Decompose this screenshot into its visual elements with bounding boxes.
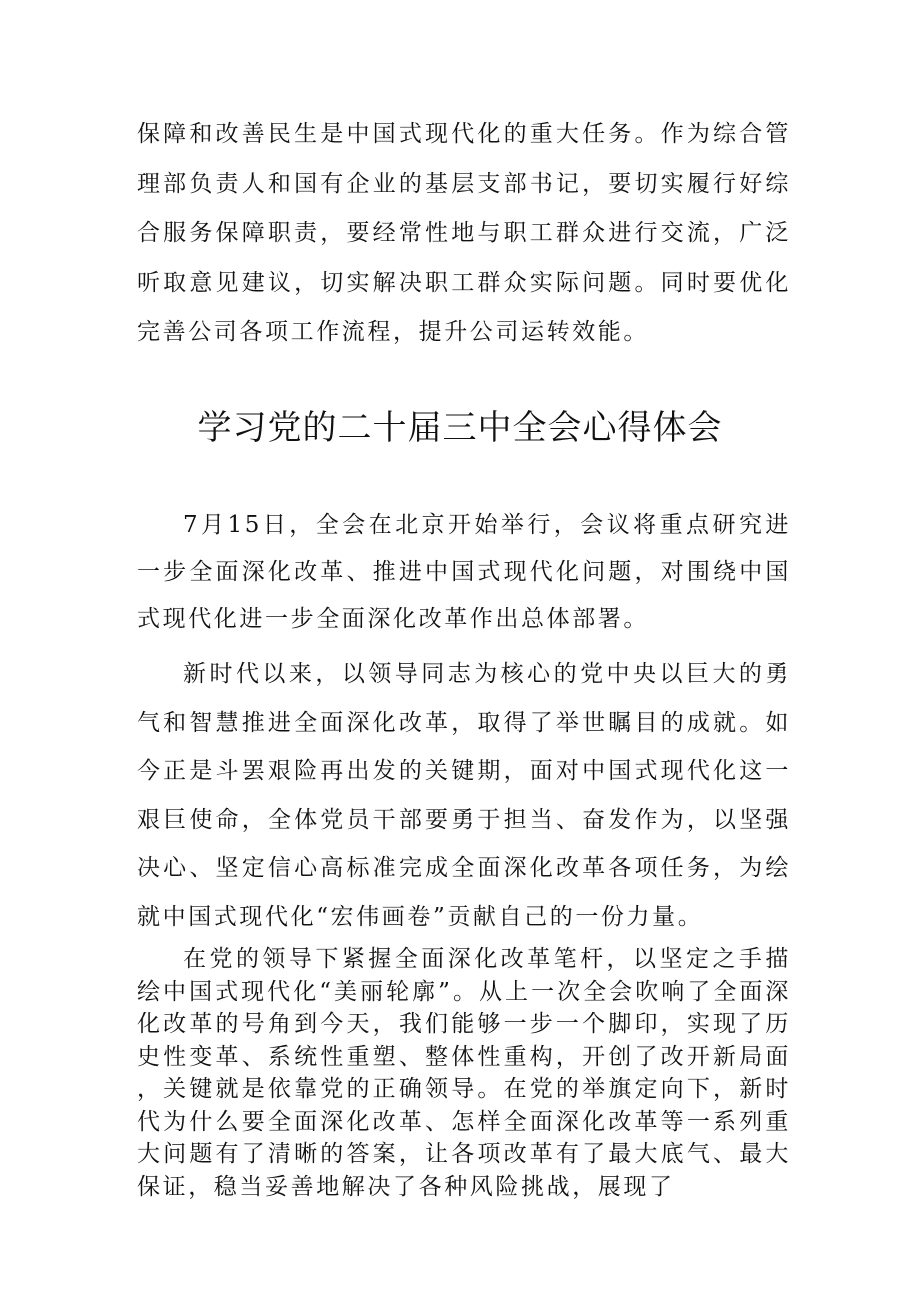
body-paragraph-3: 在党的领导下紧握全面深化改革笔杆，以坚定之手描绘中国式现代化“美丽轮廓”。从上一次全会吹响了全面深化改革的号角到今天，我们能够一步一个脚印，实现了历史性变革、系统性重塑、整体性重构，开创了改开新局面，关键就是依靠党的正确领导。在党的举旗定向下，新时代为什么要全面深化改革、怎样全面深化改革等一系列重大问题有了清晰的答案，让各项改革有了最大底气、最大保证，稳当妥善地解决了各种风险挑战，展现了 bbox=[137, 946, 791, 1200]
body-paragraph-1: 7月15日，全会在北京开始举行，会议将重点研究进一步全面深化改革、推进中国式现代化问题，对围绕中国式现代化进一步全面深化改革作出总体部署。 bbox=[137, 512, 791, 632]
intro-paragraph: 保障和改善民生是中国式现代化的重大任务。作为综合管理部负责人和国有企业的基层支部书记，要切实履行好综合服务保障职责，要经常性地与职工群众进行交流，广泛听取意见建议，切实解决职工群众实际问题。同时要优化完善公司各项工作流程，提升公司运转效能。 bbox=[137, 121, 791, 345]
body-paragraph-2: 新时代以来，以领导同志为核心的党中央以巨大的勇气和智慧推进全面深化改革，取得了举世瞩目的成就。如今正是斗罢艰险再出发的关键期，面对中国式现代化这一艰巨使命，全体党员干部要勇于担当、奋发作为，以坚强决心、坚定信心高标准完成全面深化改革各项任务，为绘就中国式现代化“宏伟画卷”贡献自己的一份力量。 bbox=[137, 661, 791, 930]
page-title: 学习党的二十届三中全会心得体会 bbox=[197, 408, 723, 448]
